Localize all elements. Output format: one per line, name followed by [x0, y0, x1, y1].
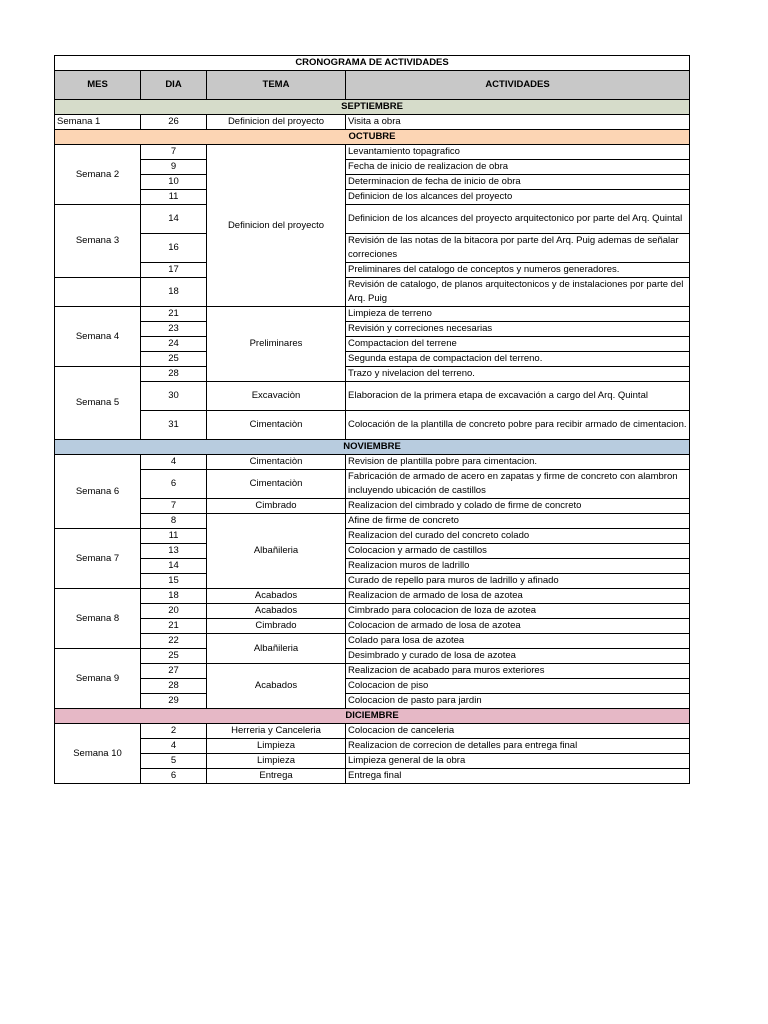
day-cell: 6 [141, 470, 207, 499]
day-cell: 18 [141, 589, 207, 604]
week-cell: Semana 7 [55, 529, 141, 589]
table-row [55, 190, 690, 205]
day-cell: 20 [141, 604, 207, 619]
topic-cell: Cimentaciòn [207, 470, 346, 499]
topic-cell: Albañileria [207, 514, 346, 589]
day-cell: 5 [141, 754, 207, 769]
month-label: DICIEMBRE [55, 709, 690, 724]
day-cell: 28 [141, 679, 207, 694]
topic-cell: Preliminares [207, 307, 346, 382]
header-tema: TEMA [207, 71, 346, 100]
table-row [55, 724, 690, 739]
topic-cell: Cimentaciòn [207, 455, 346, 470]
week-cell: Semana 2 [55, 145, 141, 205]
table-row [55, 754, 690, 769]
table-row [55, 411, 690, 440]
day-cell: 27 [141, 664, 207, 679]
table-row [55, 205, 690, 234]
day-cell: 26 [141, 115, 207, 130]
activity-cell: Definicion de los alcances del proyecto arquitectonico por parte del Arq. Quintal [346, 205, 690, 234]
topic-cell: Acabados [207, 664, 346, 709]
day-cell: 13 [141, 544, 207, 559]
header-row [55, 71, 690, 100]
day-cell: 23 [141, 322, 207, 337]
table-row [55, 634, 690, 649]
day-cell: 18 [141, 278, 207, 307]
day-cell: 6 [141, 769, 207, 784]
table-row [55, 769, 690, 784]
day-cell: 30 [141, 382, 207, 411]
topic-cell: Herreria y Canceleria [207, 724, 346, 739]
table-row [55, 619, 690, 634]
table-row [55, 499, 690, 514]
day-cell: 8 [141, 514, 207, 529]
header-mes: MES [55, 71, 141, 100]
table-row [55, 574, 690, 589]
week-cell: Semana 9 [55, 649, 141, 709]
table-row [55, 337, 690, 352]
day-cell: 31 [141, 411, 207, 440]
table-row [55, 664, 690, 679]
table-title: CRONOGRAMA DE ACTIVIDADES [55, 56, 690, 71]
table-row [55, 455, 690, 470]
day-cell: 4 [141, 739, 207, 754]
topic-cell: Acabados [207, 589, 346, 604]
week-cell: Semana 5 [55, 367, 141, 440]
activity-cell: Fabricación de armado de acero en zapatas y firme de concreto con alambron incluyendo ubicación de castillos [346, 470, 690, 499]
topic-cell: Definicion del proyecto [207, 115, 346, 130]
activity-cell: Desimbrado y curado de losa de azotea [346, 649, 690, 664]
activity-cell: Preliminares del catalogo de conceptos y numeros generadores. [346, 263, 690, 278]
table-row [55, 278, 690, 307]
table-row [55, 739, 690, 754]
activity-cell: Curado de repello para muros de ladrillo y afinado [346, 574, 690, 589]
day-cell: 9 [141, 160, 207, 175]
topic-cell: Cimbrado [207, 499, 346, 514]
activity-cell: Fecha de inicio de realizacion de obra [346, 160, 690, 175]
activity-cell: Colocacion de piso [346, 679, 690, 694]
day-cell: 16 [141, 234, 207, 263]
activity-cell: Colocacion y armado de castillos [346, 544, 690, 559]
table-row [55, 514, 690, 529]
activity-cell: Revision de plantilla pobre para cimentacion. [346, 455, 690, 470]
activity-cell: Trazo y nivelacion del terreno. [346, 367, 690, 382]
header-actividades: ACTIVIDADES [346, 71, 690, 100]
activity-cell: Realizacion de correcion de detalles para entrega final [346, 739, 690, 754]
day-cell: 29 [141, 694, 207, 709]
activity-cell: Colocacion de pasto para jardin [346, 694, 690, 709]
week-cell: Semana 1 [55, 115, 141, 130]
day-cell: 11 [141, 529, 207, 544]
week-cell: Semana 3 [55, 205, 141, 278]
day-cell: 25 [141, 352, 207, 367]
table-row [55, 160, 690, 175]
activity-cell: Realizacion del curado del concreto colado [346, 529, 690, 544]
table-row [55, 604, 690, 619]
month-row-diciembre [55, 709, 690, 724]
activity-cell: Colado para losa de azotea [346, 634, 690, 649]
day-cell: 14 [141, 205, 207, 234]
table-row [55, 307, 690, 322]
table-row [55, 382, 690, 411]
day-cell: 21 [141, 307, 207, 322]
table-row [55, 679, 690, 694]
day-cell: 24 [141, 337, 207, 352]
activity-cell: Revisión y correciones necesarias [346, 322, 690, 337]
topic-cell: Limpieza [207, 739, 346, 754]
topic-cell: Entrega [207, 769, 346, 784]
activity-cell: Realizacion muros de ladrillo [346, 559, 690, 574]
table-row [55, 234, 690, 263]
week-cell: Semana 4 [55, 307, 141, 367]
table-row [55, 322, 690, 337]
activity-cell: Colocacion de canceleria [346, 724, 690, 739]
title-row [55, 56, 690, 71]
table-row [55, 352, 690, 367]
activity-cell: Entrega final [346, 769, 690, 784]
activity-cell: Realizacion de armado de losa de azotea [346, 589, 690, 604]
topic-cell: Cimentaciòn [207, 411, 346, 440]
topic-cell: Cimbrado [207, 619, 346, 634]
day-cell: 21 [141, 619, 207, 634]
month-row-octubre [55, 130, 690, 145]
table-row [55, 529, 690, 544]
activity-cell: Revisión de catalogo, de planos arquitectonicos y de instalaciones por parte del Arq. Puig [346, 278, 690, 307]
table-row [55, 470, 690, 499]
topic-cell: Acabados [207, 604, 346, 619]
table-row [55, 649, 690, 664]
week-cell: Semana 10 [55, 724, 141, 784]
table-row [55, 263, 690, 278]
day-cell: 22 [141, 634, 207, 649]
day-cell: 11 [141, 190, 207, 205]
activity-cell: Compactacion del terrene [346, 337, 690, 352]
day-cell: 17 [141, 263, 207, 278]
table-row [55, 115, 690, 130]
day-cell: 28 [141, 367, 207, 382]
table-row [55, 544, 690, 559]
topic-cell: Limpieza [207, 754, 346, 769]
day-cell: 25 [141, 649, 207, 664]
activity-cell: Elaboracion de la primera etapa de excavación a cargo del Arq. Quintal [346, 382, 690, 411]
table-row [55, 694, 690, 709]
topic-cell: Definicion del proyecto [207, 145, 346, 307]
activity-cell: Afine de firme de concreto [346, 514, 690, 529]
activity-cell: Realizacion de acabado para muros exteriores [346, 664, 690, 679]
day-cell: 10 [141, 175, 207, 190]
day-cell: 7 [141, 499, 207, 514]
activity-cell: Cimbrado para colocacion de loza de azotea [346, 604, 690, 619]
activity-cell: Definicion de los alcances del proyecto [346, 190, 690, 205]
table-row [55, 589, 690, 604]
activity-cell: Colocación de la plantilla de concreto pobre para recibir armado de cimentacion. [346, 411, 690, 440]
empty-cell [55, 278, 141, 307]
activity-cell: Colocacion de armado de losa de azotea [346, 619, 690, 634]
activity-cell: Visita a obra [346, 115, 690, 130]
day-cell: 15 [141, 574, 207, 589]
schedule-table [54, 55, 690, 784]
activity-cell: Limpieza de terreno [346, 307, 690, 322]
day-cell: 7 [141, 145, 207, 160]
header-dia: DIA [141, 71, 207, 100]
activity-cell: Limpieza general de la obra [346, 754, 690, 769]
week-cell: Semana 8 [55, 589, 141, 649]
day-cell: 2 [141, 724, 207, 739]
month-row-noviembre [55, 440, 690, 455]
day-cell: 14 [141, 559, 207, 574]
table-row [55, 175, 690, 190]
month-label: NOVIEMBRE [55, 440, 690, 455]
day-cell: 4 [141, 455, 207, 470]
table-row [55, 559, 690, 574]
activity-cell: Determinacion de fecha de inicio de obra [346, 175, 690, 190]
activity-cell: Realizacion del cimbrado y colado de firme de concreto [346, 499, 690, 514]
topic-cell: Excavaciòn [207, 382, 346, 411]
month-label: OCTUBRE [55, 130, 690, 145]
month-label: SEPTIEMBRE [55, 100, 690, 115]
activity-cell: Revisión de las notas de la bitacora por parte del Arq. Puig ademas de señalar correciones [346, 234, 690, 263]
activity-cell: Segunda estapa de compactacion del terreno. [346, 352, 690, 367]
week-cell: Semana 6 [55, 455, 141, 529]
activity-cell: Levantamiento topagrafico [346, 145, 690, 160]
month-row-septiembre [55, 100, 690, 115]
table-row [55, 367, 690, 382]
table-row [55, 145, 690, 160]
topic-cell: Albañileria [207, 634, 346, 664]
